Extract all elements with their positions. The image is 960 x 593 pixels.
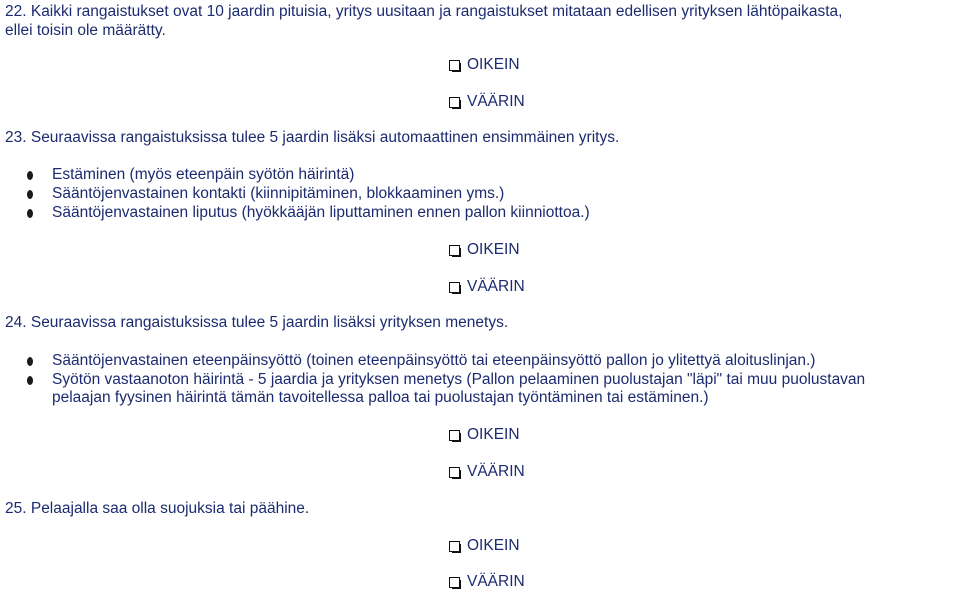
- option-label: VÄÄRIN: [467, 93, 525, 110]
- option-true-q23[interactable]: [449, 241, 520, 259]
- option-label: OIKEIN: [467, 537, 520, 554]
- option-label: OIKEIN: [467, 426, 520, 443]
- question-22-text-line-1: 22. Kaikki rangaistukset ovat 10 jaardin pituisia, yritys uusitaan ja rangaistukset mitataan edellisen yrityksen lähtöpaikasta,: [5, 3, 843, 20]
- option-label: OIKEIN: [467, 56, 520, 73]
- checkbox-icon[interactable]: [449, 467, 460, 478]
- bullet-icon: [27, 171, 33, 180]
- question-23-bullet-3: Sääntöjenvastainen liputus (hyökkääjän liputtaminen ennen pallon kiinniottoa.): [52, 204, 590, 221]
- bullet-icon: [27, 376, 33, 385]
- question-23-bullet-1: Estäminen (myös eteenpäin syötön häirintä): [52, 166, 355, 183]
- question-23-text: 23. Seuraavissa rangaistuksissa tulee 5 jaardin lisäksi automaattinen ensimmäinen yritys.: [5, 129, 620, 146]
- checkbox-icon[interactable]: [449, 97, 460, 108]
- bullet-icon: [27, 357, 33, 366]
- question-24-bullet-2: Syötön vastaanoton häirintä - 5 jaardia ja yrityksen menetys (Pallon pelaaminen puolustajan "läpi" tai muu puolustavan: [52, 371, 866, 388]
- option-false-q25[interactable]: [449, 573, 525, 591]
- bullet-icon: [27, 190, 33, 199]
- checkbox-icon[interactable]: [449, 541, 460, 552]
- checkbox-icon[interactable]: [449, 430, 460, 441]
- question-23-bullet-2: Sääntöjenvastainen kontakti (kiinnipitäminen, blokkaaminen yms.): [52, 185, 505, 202]
- question-22-text-line-2: ellei toisin ole määrätty.: [5, 22, 166, 39]
- checkbox-icon[interactable]: [449, 577, 460, 588]
- option-true-q25[interactable]: [449, 537, 520, 555]
- option-false-q23[interactable]: [449, 278, 525, 296]
- question-24-bullet-2-continuation: pelaajan fyysinen häirintä tämän tavoitellessa palloa tai puolustajan työntäminen tai estäminen.): [52, 389, 709, 406]
- option-false-q24[interactable]: [449, 463, 525, 481]
- checkbox-icon[interactable]: [449, 60, 460, 71]
- option-label: VÄÄRIN: [467, 463, 525, 480]
- checkbox-icon[interactable]: [449, 245, 460, 256]
- question-24-bullet-1: Sääntöjenvastainen eteenpäinsyöttö (toinen eteenpäinsyöttö tai eteenpäinsyöttö pallon jo ylitettyä aloituslinjan.): [52, 352, 816, 369]
- option-true-q22[interactable]: [449, 56, 520, 74]
- bullet-icon: [27, 209, 33, 218]
- option-true-q24[interactable]: [449, 426, 520, 444]
- question-24-text: 24. Seuraavissa rangaistuksissa tulee 5 jaardin lisäksi yrityksen menetys.: [5, 314, 509, 331]
- option-false-q22[interactable]: [449, 93, 525, 111]
- option-label: VÄÄRIN: [467, 573, 525, 590]
- question-25-text: 25. Pelaajalla saa olla suojuksia tai päähine.: [5, 500, 310, 517]
- option-label: VÄÄRIN: [467, 278, 525, 295]
- checkbox-icon[interactable]: [449, 282, 460, 293]
- option-label: OIKEIN: [467, 241, 520, 258]
